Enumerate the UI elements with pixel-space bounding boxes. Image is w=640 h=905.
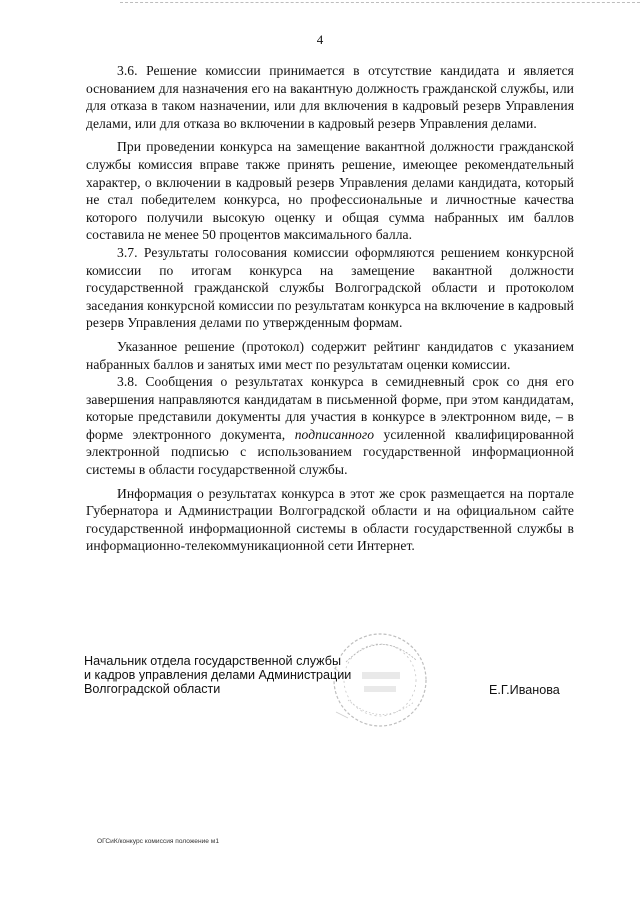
- paragraph-3-8: [86, 373, 574, 479]
- signatory-title-line-2: и кадров управления делами Администрации: [84, 668, 352, 682]
- signatory-title: [84, 654, 384, 696]
- signatory-title-line-1: Начальник отдела государственной службы: [84, 654, 341, 668]
- paragraph-3-8-part1: 3.8. Сообщения о результатах конкурса в семидневный срок со дня его завершения направляются кандидатам в письменной форме, при этом кандидатам, которые представили документы для участия в конкурсе в электронном виде, – в форме электронного документа,: [86, 374, 574, 442]
- paragraph-publication: Информация о результатах конкурса в этот же срок размещается на портале Губернатора и Администрации Волгоградской области и на официальном сайте государственной информационной системы в области государственной службы в информационно-телекоммуникационной сети Интернет.: [86, 485, 574, 554]
- paragraph-decision-protocol: Указанное решение (протокол) содержит рейтинг кандидатов с указанием набранных баллов и занятых ими мест по результатам оценки комиссии.: [86, 338, 574, 372]
- document-body: [86, 62, 574, 555]
- page-number: 4: [316, 32, 324, 47]
- paragraph-3-8-italic: подписанного: [294, 426, 375, 442]
- signatory-name: Е.Г.Иванова: [489, 683, 560, 697]
- paragraph-3-8-part2: усиленной квалифицированной электронной подписью с использованием государственной информационной системы в области государственной службы.: [86, 426, 574, 478]
- file-path-note: ОГСиК/конкурс комиссия положение м1: [97, 838, 219, 845]
- paragraph-3-7: 3.7. Результаты голосования комиссии оформляются решением конкурсной комиссии по итогам конкурса на замещение вакантной должности государственной гражданской службы Волгоградской области и протоколом заседания конкурсной комиссии по результатам конкурса на включение в кадровый резерв Управления делами по утвержденным формам.: [86, 244, 574, 331]
- top-scan-edge: [120, 2, 640, 3]
- paragraph-recommendation: При проведении конкурса на замещение вакантной должности гражданской службы комиссия вправе также принять решение, имеющее рекомендательный характер, о включении в кадровый резерв Управления делами кандидата, который не стал победителем конкурса, но профессиональные и личностные качества которого получили высокую оценку и общая сумма набранных им баллов составила не менее 50 процентов максимального балла.: [86, 139, 574, 243]
- signatory-title-line-3: Волгоградской области: [84, 682, 221, 696]
- paragraph-3-6: 3.6. Решение комиссии принимается в отсутствие кандидата и является основанием для назначения его на вакантную должность гражданской службы, или для отказа в таком назначении, или для включения в кадровый резерв Управления делами, или для отказа во включении в кадровый резерв Управления делами.: [86, 63, 574, 131]
